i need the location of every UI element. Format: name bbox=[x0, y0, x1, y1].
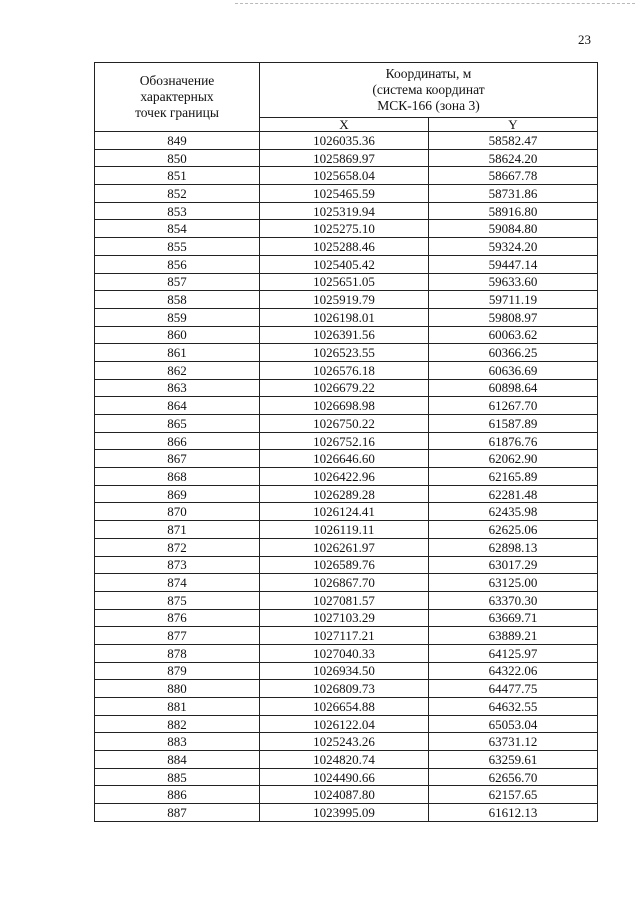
table-row bbox=[95, 503, 598, 521]
table-header bbox=[95, 63, 598, 132]
x-cell: 1026035.36 bbox=[260, 132, 429, 150]
point-cell: 851 bbox=[95, 167, 260, 185]
table-row bbox=[95, 680, 598, 698]
table-row bbox=[95, 132, 598, 150]
x-cell: 1024490.66 bbox=[260, 768, 429, 786]
point-cell: 869 bbox=[95, 485, 260, 503]
x-column-header: X bbox=[260, 118, 429, 132]
table-row bbox=[95, 556, 598, 574]
point-cell: 866 bbox=[95, 432, 260, 450]
page-number: 23 bbox=[578, 32, 591, 47]
y-cell: 62281.48 bbox=[429, 485, 598, 503]
table-row bbox=[95, 326, 598, 344]
x-cell: 1027081.57 bbox=[260, 591, 429, 609]
point-cell: 880 bbox=[95, 680, 260, 698]
y-cell: 60636.69 bbox=[429, 361, 598, 379]
coordinates-header bbox=[260, 63, 598, 118]
point-cell: 876 bbox=[95, 609, 260, 627]
point-cell: 858 bbox=[95, 291, 260, 309]
y-cell: 61587.89 bbox=[429, 415, 598, 433]
x-cell: 1025288.46 bbox=[260, 238, 429, 256]
y-cell: 63125.00 bbox=[429, 574, 598, 592]
x-cell: 1025465.59 bbox=[260, 185, 429, 203]
y-cell: 62656.70 bbox=[429, 768, 598, 786]
point-cell: 859 bbox=[95, 308, 260, 326]
x-cell: 1026289.28 bbox=[260, 485, 429, 503]
point-cell: 878 bbox=[95, 644, 260, 662]
table-row bbox=[95, 379, 598, 397]
y-cell: 61612.13 bbox=[429, 804, 598, 822]
table-row bbox=[95, 220, 598, 238]
y-cell: 63731.12 bbox=[429, 733, 598, 751]
point-cell: 860 bbox=[95, 326, 260, 344]
x-cell: 1026752.16 bbox=[260, 432, 429, 450]
table-row bbox=[95, 538, 598, 556]
y-cell: 62157.65 bbox=[429, 786, 598, 804]
y-cell: 60898.64 bbox=[429, 379, 598, 397]
point-cell: 874 bbox=[95, 574, 260, 592]
y-cell: 59633.60 bbox=[429, 273, 598, 291]
point-cell: 865 bbox=[95, 415, 260, 433]
table-row bbox=[95, 485, 598, 503]
y-cell: 59324.20 bbox=[429, 238, 598, 256]
y-cell: 62625.06 bbox=[429, 521, 598, 539]
y-cell: 59808.97 bbox=[429, 308, 598, 326]
point-header-line-3: точек границы bbox=[135, 105, 219, 121]
y-cell: 58582.47 bbox=[429, 132, 598, 150]
x-cell: 1023995.09 bbox=[260, 804, 429, 822]
table-row bbox=[95, 804, 598, 822]
table-row bbox=[95, 715, 598, 733]
top-scan-edge-line bbox=[235, 3, 635, 4]
point-cell: 887 bbox=[95, 804, 260, 822]
y-cell: 64125.97 bbox=[429, 644, 598, 662]
x-cell: 1026576.18 bbox=[260, 361, 429, 379]
y-cell: 62165.89 bbox=[429, 468, 598, 486]
table-row bbox=[95, 662, 598, 680]
y-cell: 59084.80 bbox=[429, 220, 598, 238]
y-cell: 64477.75 bbox=[429, 680, 598, 698]
point-cell: 863 bbox=[95, 379, 260, 397]
x-cell: 1025405.42 bbox=[260, 255, 429, 273]
point-cell: 879 bbox=[95, 662, 260, 680]
x-cell: 1025275.10 bbox=[260, 220, 429, 238]
y-cell: 63017.29 bbox=[429, 556, 598, 574]
x-cell: 1026646.60 bbox=[260, 450, 429, 468]
table-row bbox=[95, 149, 598, 167]
point-designation-header bbox=[95, 63, 260, 132]
table-row bbox=[95, 238, 598, 256]
table-row bbox=[95, 273, 598, 291]
y-cell: 58731.86 bbox=[429, 185, 598, 203]
point-cell: 856 bbox=[95, 255, 260, 273]
table-row bbox=[95, 574, 598, 592]
x-cell: 1026698.98 bbox=[260, 397, 429, 415]
coordinates-table bbox=[94, 62, 598, 822]
x-cell: 1026391.56 bbox=[260, 326, 429, 344]
y-cell: 64322.06 bbox=[429, 662, 598, 680]
y-cell: 60063.62 bbox=[429, 326, 598, 344]
x-cell: 1025243.26 bbox=[260, 733, 429, 751]
x-cell: 1026809.73 bbox=[260, 680, 429, 698]
y-cell: 61876.76 bbox=[429, 432, 598, 450]
y-cell: 62898.13 bbox=[429, 538, 598, 556]
y-cell: 63889.21 bbox=[429, 627, 598, 645]
y-cell: 58916.80 bbox=[429, 202, 598, 220]
x-cell: 1026119.11 bbox=[260, 521, 429, 539]
table-row bbox=[95, 415, 598, 433]
table-row bbox=[95, 167, 598, 185]
coords-header-line-1: Координаты, м bbox=[385, 65, 472, 81]
table-row bbox=[95, 255, 598, 273]
table-row bbox=[95, 591, 598, 609]
table-row bbox=[95, 698, 598, 716]
y-cell: 65053.04 bbox=[429, 715, 598, 733]
point-cell: 857 bbox=[95, 273, 260, 291]
x-cell: 1024087.80 bbox=[260, 786, 429, 804]
x-cell: 1026124.41 bbox=[260, 503, 429, 521]
y-cell: 58624.20 bbox=[429, 149, 598, 167]
y-column-header: Y bbox=[429, 118, 598, 132]
coords-header-line-3: МСК-166 (зона 3) bbox=[377, 98, 480, 114]
point-cell: 871 bbox=[95, 521, 260, 539]
point-cell: 882 bbox=[95, 715, 260, 733]
x-cell: 1025919.79 bbox=[260, 291, 429, 309]
point-cell: 849 bbox=[95, 132, 260, 150]
y-cell: 63259.61 bbox=[429, 751, 598, 769]
point-cell: 853 bbox=[95, 202, 260, 220]
point-cell: 868 bbox=[95, 468, 260, 486]
table-row bbox=[95, 627, 598, 645]
table-row bbox=[95, 644, 598, 662]
x-cell: 1026523.55 bbox=[260, 344, 429, 362]
table-row bbox=[95, 733, 598, 751]
point-cell: 854 bbox=[95, 220, 260, 238]
table-row bbox=[95, 202, 598, 220]
table-row bbox=[95, 468, 598, 486]
x-cell: 1027117.21 bbox=[260, 627, 429, 645]
x-cell: 1026750.22 bbox=[260, 415, 429, 433]
point-cell: 884 bbox=[95, 751, 260, 769]
x-cell: 1026934.50 bbox=[260, 662, 429, 680]
point-cell: 852 bbox=[95, 185, 260, 203]
x-cell: 1026122.04 bbox=[260, 715, 429, 733]
table-row bbox=[95, 308, 598, 326]
y-cell: 60366.25 bbox=[429, 344, 598, 362]
table-row bbox=[95, 361, 598, 379]
coords-header-line-2: (система координат bbox=[372, 81, 485, 97]
point-header-line-1: Обозначение bbox=[139, 72, 215, 88]
x-cell: 1026198.01 bbox=[260, 308, 429, 326]
point-cell: 875 bbox=[95, 591, 260, 609]
y-cell: 59711.19 bbox=[429, 291, 598, 309]
point-cell: 862 bbox=[95, 361, 260, 379]
x-cell: 1026589.76 bbox=[260, 556, 429, 574]
y-cell: 62062.90 bbox=[429, 450, 598, 468]
table-row bbox=[95, 397, 598, 415]
x-cell: 1026654.88 bbox=[260, 698, 429, 716]
table-row bbox=[95, 450, 598, 468]
y-cell: 63370.30 bbox=[429, 591, 598, 609]
point-cell: 885 bbox=[95, 768, 260, 786]
table-row bbox=[95, 521, 598, 539]
table-row bbox=[95, 432, 598, 450]
x-cell: 1024820.74 bbox=[260, 751, 429, 769]
y-cell: 61267.70 bbox=[429, 397, 598, 415]
point-cell: 861 bbox=[95, 344, 260, 362]
y-cell: 59447.14 bbox=[429, 255, 598, 273]
point-cell: 872 bbox=[95, 538, 260, 556]
y-cell: 62435.98 bbox=[429, 503, 598, 521]
x-cell: 1026422.96 bbox=[260, 468, 429, 486]
table-row bbox=[95, 291, 598, 309]
x-cell: 1025869.97 bbox=[260, 149, 429, 167]
x-cell: 1026261.97 bbox=[260, 538, 429, 556]
x-cell: 1026867.70 bbox=[260, 574, 429, 592]
point-cell: 881 bbox=[95, 698, 260, 716]
y-cell: 63669.71 bbox=[429, 609, 598, 627]
point-cell: 850 bbox=[95, 149, 260, 167]
table-body bbox=[95, 132, 598, 822]
table-row bbox=[95, 768, 598, 786]
x-cell: 1025319.94 bbox=[260, 202, 429, 220]
table-row bbox=[95, 751, 598, 769]
point-cell: 877 bbox=[95, 627, 260, 645]
x-cell: 1025658.04 bbox=[260, 167, 429, 185]
x-cell: 1026679.22 bbox=[260, 379, 429, 397]
x-cell: 1027040.33 bbox=[260, 644, 429, 662]
y-cell: 64632.55 bbox=[429, 698, 598, 716]
point-cell: 870 bbox=[95, 503, 260, 521]
point-cell: 867 bbox=[95, 450, 260, 468]
x-cell: 1027103.29 bbox=[260, 609, 429, 627]
point-header-line-2: характерных bbox=[140, 88, 214, 104]
table-row bbox=[95, 344, 598, 362]
point-cell: 864 bbox=[95, 397, 260, 415]
y-cell: 58667.78 bbox=[429, 167, 598, 185]
point-cell: 855 bbox=[95, 238, 260, 256]
point-cell: 883 bbox=[95, 733, 260, 751]
point-cell: 873 bbox=[95, 556, 260, 574]
x-cell: 1025651.05 bbox=[260, 273, 429, 291]
point-cell: 886 bbox=[95, 786, 260, 804]
table-row bbox=[95, 609, 598, 627]
table-row bbox=[95, 786, 598, 804]
table-row bbox=[95, 185, 598, 203]
